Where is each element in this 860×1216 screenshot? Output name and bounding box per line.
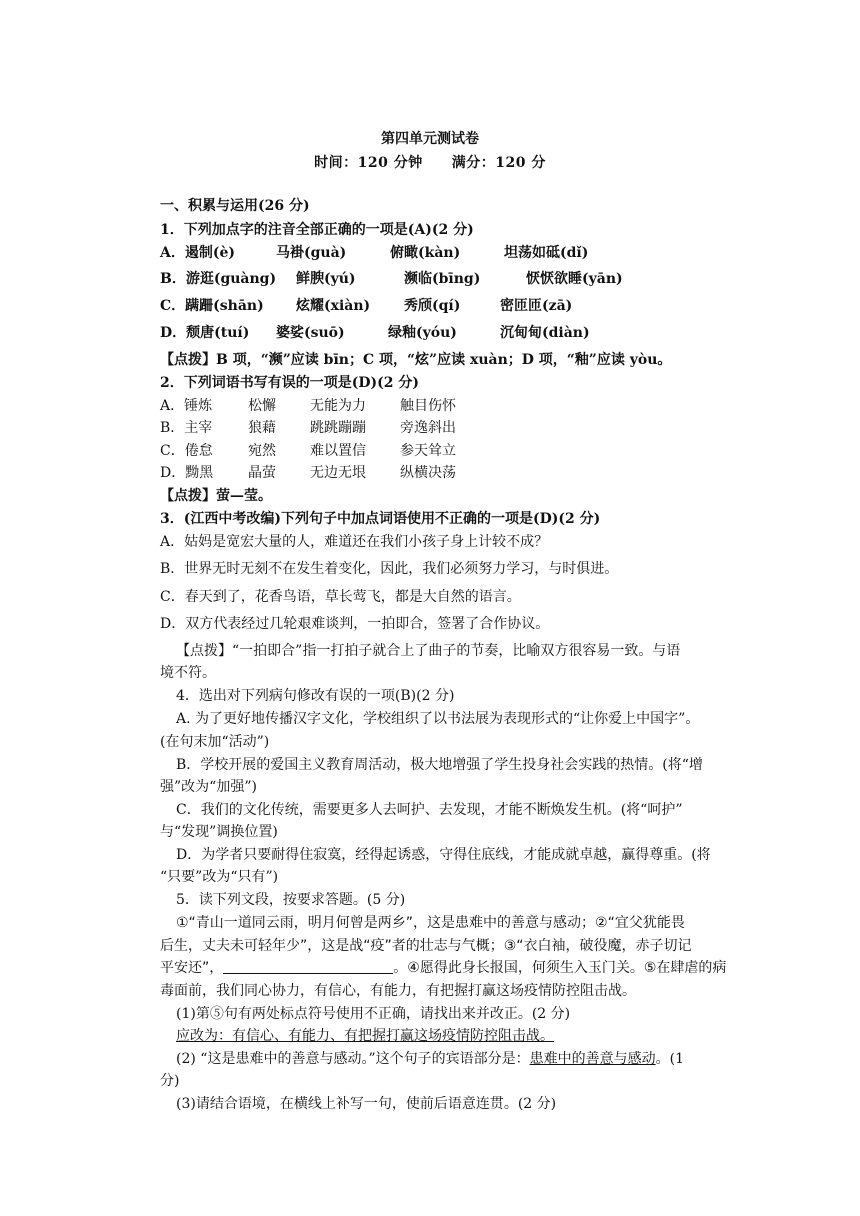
q3-note-line-1: 【点拨】“一拍即合”指一打拍子就合上了曲子的节奏，比喻双方很容易一致。与语 <box>176 643 681 659</box>
q1-a-4: 坦荡如砥(dǐ) <box>504 245 589 261</box>
q5-passage-3b: 。④愿得此身长报国，何须生入玉门关。⑤在肆虐的病 <box>393 960 727 976</box>
q1-c-1: C．蹒跚(shān) <box>160 298 264 314</box>
q2-a-4: 触目伤怀 <box>400 398 456 414</box>
q1-a-1: A．遏制(è) <box>160 245 236 261</box>
q2-d-4: 纵横决荡 <box>400 465 456 481</box>
q2-d-2: 晶萤 <box>248 465 276 481</box>
q1-b-3: 濒临(bīng) <box>404 271 481 287</box>
q1-a-2: 马褂(guà) <box>276 245 347 261</box>
page-title: 第四单元测试卷 <box>381 131 479 147</box>
q1-d-4: 沉甸甸(diàn) <box>500 325 590 341</box>
q5-passage-line-1: ①“青山一道同云雨，明月何曾是两乡”，这是患难中的善意与感动；②“宜父犹能畏 <box>176 915 685 931</box>
q2-b-1: B．主宰 <box>160 420 213 436</box>
q1-d-1: D．颓唐(tuí) <box>160 325 250 341</box>
q3-option-c: C．春天到了，花香鸟语，草长莺飞，都是大自然的语言。 <box>160 589 521 605</box>
q5-passage-line-4: 毒面前，我们同心协力，有信心，有能力，有把握打赢这场疫情防控阻击战。 <box>160 983 636 999</box>
q5-answer-2: 患难中的善意与感动 <box>529 1051 656 1067</box>
answer-blank <box>223 959 393 974</box>
q1-c-3: 秀颀(qí) <box>404 298 461 314</box>
q1-c-2: 炫耀(xiàn) <box>296 298 371 314</box>
q1-c-4: 密匝匝(zā) <box>500 298 573 314</box>
q2-option-a <box>160 396 715 416</box>
q5-passage-line-3 <box>160 958 727 978</box>
q3-option-b: B．世界无时无刻不在发生着变化，因此，我们必须努力学习，与时俱进。 <box>160 561 619 577</box>
q2-option-c <box>160 441 715 461</box>
q5-passage-3a: 平安还”， <box>160 960 224 976</box>
q2-b-4: 旁逸斜出 <box>400 420 456 436</box>
q1-option-d <box>160 323 715 343</box>
q4-option-a-line-1: A. 为了更好地传播汉字文化，学校组织了以书法展为表现形式的“让你爱上中国字”。 <box>176 711 700 727</box>
q2-a-3: 无能为力 <box>310 398 366 414</box>
q2-c-3: 难以置信 <box>310 443 366 459</box>
q4-option-b-line-1: B．学校开展的爱国主义教育周活动，极大地增强了学生投身社会实践的热情。(将“增 <box>176 757 703 773</box>
q1-b-1: B．游逛(guàng) <box>160 271 277 287</box>
exam-info: 时间：120 分钟 满分：120 分 <box>314 155 546 171</box>
q5-sub-3: (3)请结合语境，在横线上补写一句，使前后语意连贯。(2 分) <box>176 1096 557 1112</box>
q1-note: 【点拨】B 项，“濒”应读 bīn；C 项，“炫”应读 xuàn；D 项，“釉”应读 yòu。 <box>160 352 672 368</box>
q3-option-d: D．双方代表经过几轮艰难谈判，一拍即合，签署了合作协议。 <box>160 616 550 632</box>
q2-b-2: 狼藉 <box>248 420 276 436</box>
q2-a-2: 松懈 <box>248 398 276 414</box>
question-4-stem: 4．选出对下列病句修改有误的一项(B)(2 分) <box>176 688 455 704</box>
q4-option-a-line-2: (在句末加“活动”) <box>160 734 270 750</box>
q4-option-c-line-2: 与“发现”调换位置) <box>160 824 278 840</box>
question-5-stem: 5．读下列文段，按要求答题。(5 分) <box>176 892 406 908</box>
q5-sub-2 <box>176 1049 731 1069</box>
q2-d-1: D．黝黑 <box>160 465 214 481</box>
q5-sub-2b: 。(1 <box>655 1051 684 1067</box>
question-1-stem: 1．下列加点字的注音全部正确的一项是(A)(2 分) <box>160 222 474 238</box>
q2-c-4: 参天耸立 <box>400 443 456 459</box>
q2-note: 【点拨】萤—莹。 <box>160 488 272 504</box>
q5-answer-1: 应改为：有信心、有能力、有把握打赢这场疫情防控阻击战。 <box>176 1028 554 1044</box>
section-heading: 一、积累与运用(26 分) <box>160 198 310 214</box>
q1-option-a <box>160 243 715 263</box>
question-2-stem: 2．下列词语书写有误的一项是(D)(2 分) <box>160 375 419 391</box>
q1-option-c <box>160 296 715 316</box>
q5-sub-2-cont: 分) <box>160 1073 180 1089</box>
q1-b-4: 恹恹欲睡(yān) <box>526 271 623 287</box>
q2-d-3: 无边无垠 <box>310 465 366 481</box>
q4-option-d-line-2: “只要”改为“只有”) <box>160 869 279 885</box>
q1-d-3: 绿釉(yóu) <box>388 325 457 341</box>
q3-note-line-2: 境不符。 <box>160 665 216 681</box>
q2-a-1: A．锤炼 <box>160 398 213 414</box>
q5-passage-line-2: 后生，丈夫未可轻年少”，这是战“疫”者的壮志与气概；③“衣白袖，破役魔，赤子切记 <box>160 938 692 954</box>
q1-d-2: 婆娑(suō) <box>276 325 345 341</box>
q2-c-2: 宛然 <box>248 443 276 459</box>
q2-option-d <box>160 463 715 483</box>
q2-c-1: C．倦怠 <box>160 443 213 459</box>
q1-b-2: 鲜腴(yú) <box>296 271 356 287</box>
q1-option-b <box>160 269 715 289</box>
q3-option-a: A．姑妈是宽宏大量的人，难道还在我们小孩子身上计较不成？ <box>160 534 549 550</box>
q5-sub-1: (1)第⑤句有两处标点符号使用不正确，请找出来并改正。(2 分) <box>176 1006 571 1022</box>
q4-option-c-line-1: C．我们的文化传统，需要更多人去呵护、去发现，才能不断焕发生机。(将“呵护” <box>176 802 683 818</box>
question-3-stem: 3．(江西中考改编)下列句子中加点词语使用不正确的一项是(D)(2 分) <box>160 511 601 527</box>
q4-option-b-line-2: 强”改为“加强”) <box>160 779 257 795</box>
q4-option-d-line-1: D．为学者只要耐得住寂寞，经得起诱惑，守得住底线，才能成就卓越，赢得尊重。(将 <box>176 847 711 863</box>
q5-sub-2a: (2) “这是患难中的善意与感动。”这个句子的宾语部分是： <box>176 1051 530 1067</box>
q2-b-3: 跳跳蹦蹦 <box>310 420 366 436</box>
q2-option-b <box>160 418 715 438</box>
q1-a-3: 俯瞰(kàn) <box>390 245 461 261</box>
